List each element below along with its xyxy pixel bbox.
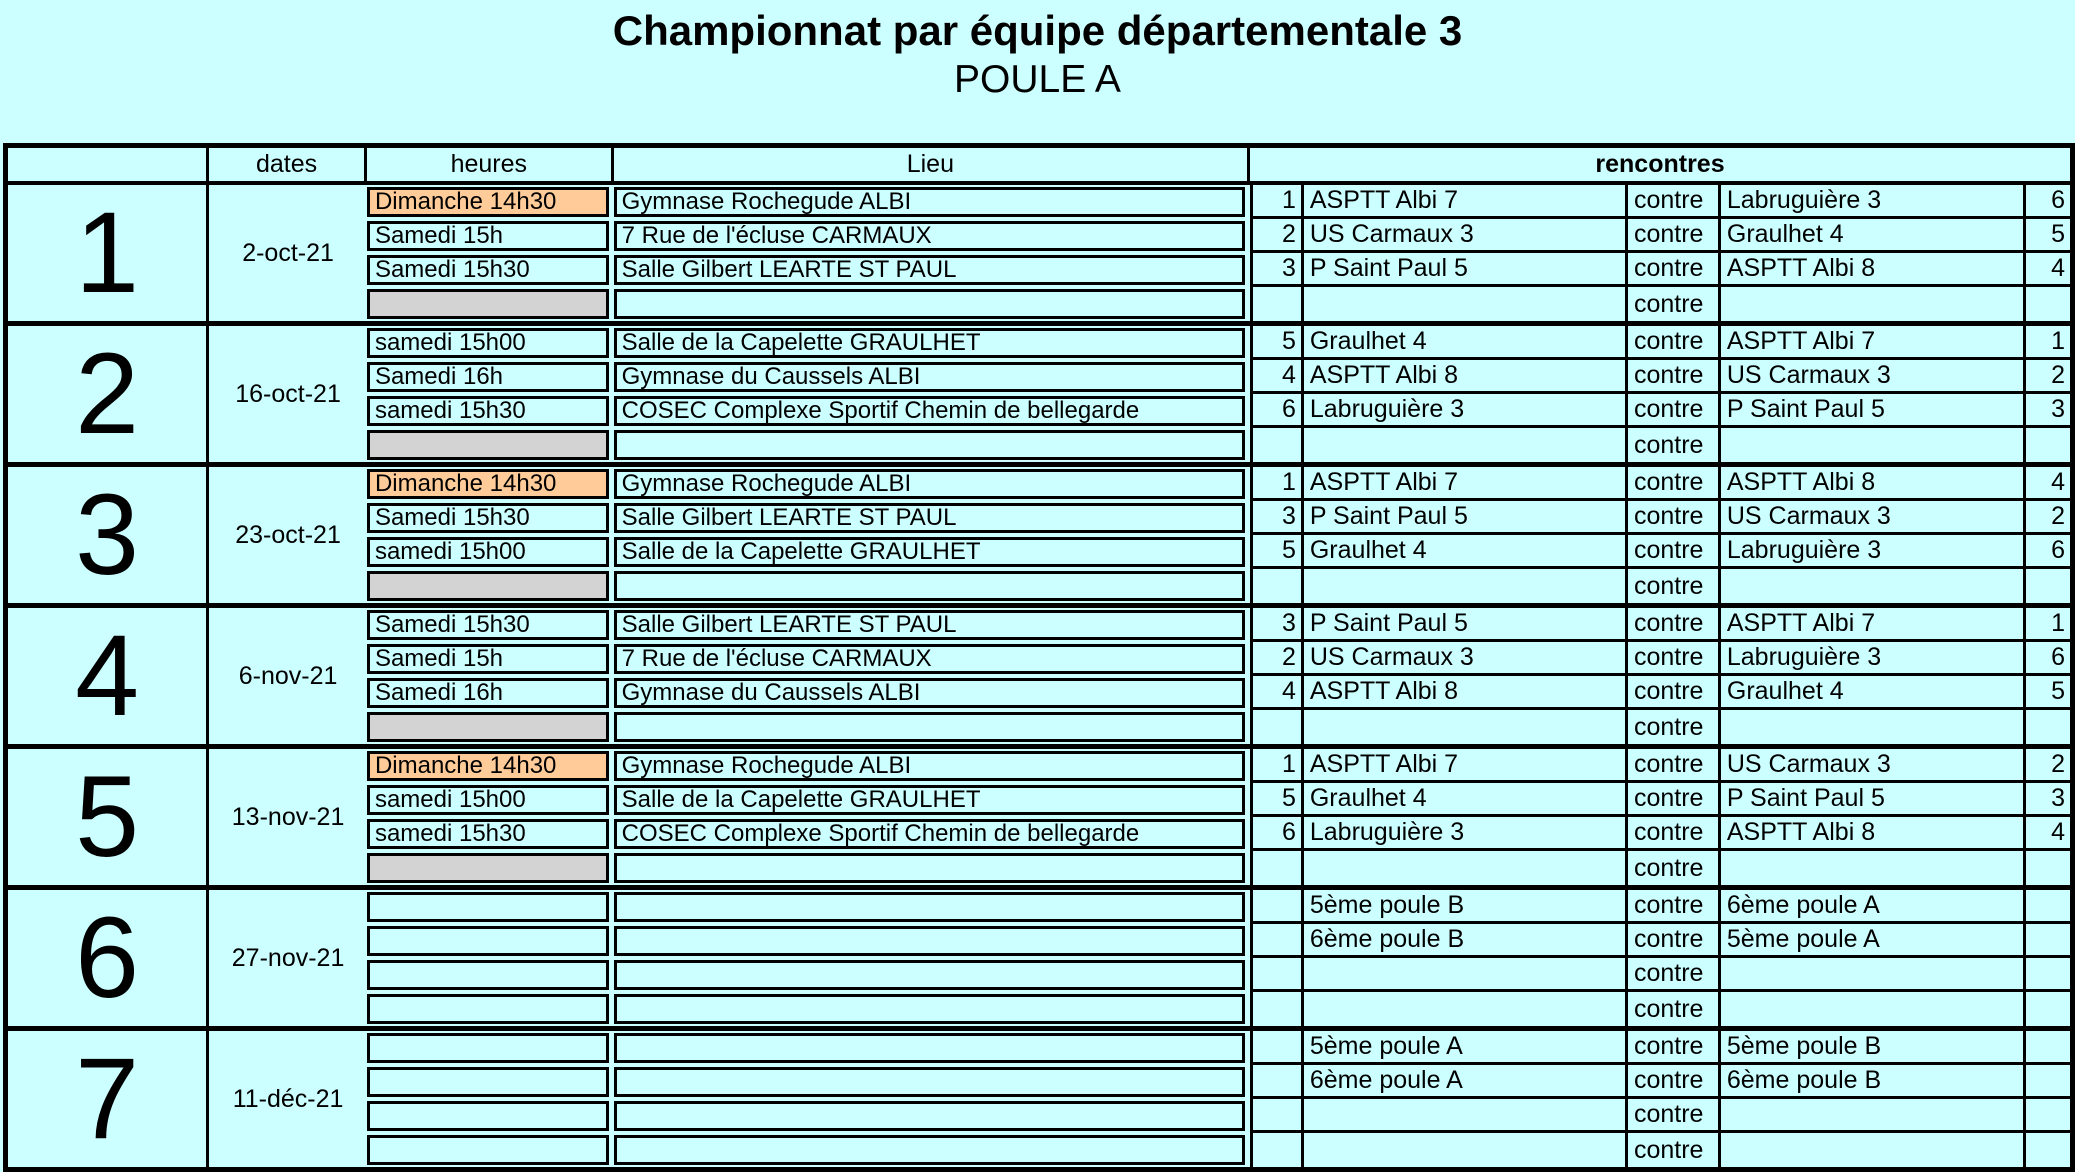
match-number-cell: 3 bbox=[1250, 501, 1304, 535]
venue-cell bbox=[614, 817, 1250, 851]
away-number-cell bbox=[2026, 992, 2070, 1031]
venue-cell bbox=[614, 394, 1250, 428]
away-team-cell bbox=[1721, 287, 2026, 326]
venue-cell bbox=[614, 1099, 1250, 1133]
away-team-cell: Labruguière 3 bbox=[1721, 642, 2026, 676]
home-team-cell: Labruguière 3 bbox=[1304, 817, 1628, 851]
time-cell-box: Samedi 16h bbox=[367, 678, 609, 708]
match-number-cell: 2 bbox=[1250, 219, 1304, 253]
venue-cell bbox=[614, 185, 1250, 219]
match-number-cell bbox=[1250, 851, 1304, 890]
venue-cell bbox=[614, 783, 1250, 817]
venue-cell bbox=[614, 326, 1250, 360]
venue-cell bbox=[614, 219, 1250, 253]
venue-cell-box bbox=[614, 712, 1245, 742]
time-cell bbox=[367, 1133, 614, 1167]
away-number-cell: 4 bbox=[2026, 817, 2070, 851]
away-team-cell bbox=[1721, 569, 2026, 608]
venue-cell bbox=[614, 253, 1250, 287]
match-number-cell: 6 bbox=[1250, 817, 1304, 851]
contre-cell: contre bbox=[1628, 394, 1721, 428]
venue-cell bbox=[614, 924, 1250, 958]
away-number-cell: 6 bbox=[2026, 535, 2070, 569]
time-cell bbox=[367, 1065, 614, 1099]
venue-cell-box: 7 Rue de l'écluse CARMAUX bbox=[614, 644, 1245, 674]
venue-cell bbox=[614, 467, 1250, 501]
round-number-cell: 2 bbox=[8, 326, 209, 467]
away-number-cell bbox=[2026, 287, 2070, 326]
venue-cell-box: Salle Gilbert LEARTE ST PAUL bbox=[614, 610, 1245, 640]
contre-cell: contre bbox=[1628, 467, 1721, 501]
match-number-cell: 1 bbox=[1250, 185, 1304, 219]
header-dates: dates bbox=[209, 148, 367, 185]
venue-cell-box: Gymnase Rochegude ALBI bbox=[614, 187, 1245, 217]
venue-cell-box bbox=[614, 1135, 1245, 1165]
away-number-cell: 6 bbox=[2026, 642, 2070, 676]
away-number-cell: 2 bbox=[2026, 749, 2070, 783]
match-number-cell: 4 bbox=[1250, 360, 1304, 394]
contre-cell: contre bbox=[1628, 958, 1721, 992]
time-cell bbox=[367, 710, 614, 749]
time-cell-box bbox=[367, 1067, 609, 1097]
venue-cell bbox=[614, 501, 1250, 535]
date-cell: 2-oct-21 bbox=[209, 185, 367, 326]
time-cell bbox=[367, 535, 614, 569]
home-team-cell: US Carmaux 3 bbox=[1304, 642, 1628, 676]
away-team-cell: P Saint Paul 5 bbox=[1721, 783, 2026, 817]
contre-cell: contre bbox=[1628, 360, 1721, 394]
date-cell: 23-oct-21 bbox=[209, 467, 367, 608]
time-cell bbox=[367, 1099, 614, 1133]
home-team-cell: P Saint Paul 5 bbox=[1304, 501, 1628, 535]
schedule-row bbox=[8, 890, 2070, 924]
away-number-cell bbox=[2026, 851, 2070, 890]
contre-cell: contre bbox=[1628, 992, 1721, 1031]
away-team-cell bbox=[1721, 1133, 2026, 1167]
time-cell bbox=[367, 253, 614, 287]
contre-cell: contre bbox=[1628, 851, 1721, 890]
away-number-cell: 1 bbox=[2026, 326, 2070, 360]
match-number-cell: 1 bbox=[1250, 467, 1304, 501]
away-team-cell: US Carmaux 3 bbox=[1721, 749, 2026, 783]
page-subtitle: POULE A bbox=[954, 58, 1121, 101]
match-number-cell bbox=[1250, 1133, 1304, 1167]
time-cell bbox=[367, 394, 614, 428]
home-team-cell bbox=[1304, 958, 1628, 992]
away-team-cell: ASPTT Albi 7 bbox=[1721, 326, 2026, 360]
venue-cell-box: Salle Gilbert LEARTE ST PAUL bbox=[614, 503, 1245, 533]
venue-cell-box: COSEC Complexe Sportif Chemin de bellegarde bbox=[614, 396, 1245, 426]
match-number-cell: 4 bbox=[1250, 676, 1304, 710]
away-team-cell: ASPTT Albi 7 bbox=[1721, 608, 2026, 642]
home-team-cell bbox=[1304, 569, 1628, 608]
schedule-row bbox=[8, 467, 2070, 501]
home-team-cell: ASPTT Albi 8 bbox=[1304, 676, 1628, 710]
home-team-cell: 6ème poule A bbox=[1304, 1065, 1628, 1099]
header-lieu: Lieu bbox=[614, 148, 1250, 185]
venue-cell bbox=[614, 1065, 1250, 1099]
time-cell bbox=[367, 608, 614, 642]
home-team-cell: Graulhet 4 bbox=[1304, 326, 1628, 360]
venue-cell-box bbox=[614, 430, 1245, 460]
time-cell bbox=[367, 569, 614, 608]
contre-cell: contre bbox=[1628, 287, 1721, 326]
away-number-cell bbox=[2026, 1133, 2070, 1167]
contre-cell: contre bbox=[1628, 817, 1721, 851]
away-number-cell: 2 bbox=[2026, 360, 2070, 394]
match-number-cell: 3 bbox=[1250, 608, 1304, 642]
home-team-cell: US Carmaux 3 bbox=[1304, 219, 1628, 253]
time-cell-box: Samedi 15h30 bbox=[367, 255, 609, 285]
away-team-cell bbox=[1721, 958, 2026, 992]
contre-cell: contre bbox=[1628, 783, 1721, 817]
venue-cell bbox=[614, 360, 1250, 394]
away-number-cell bbox=[2026, 1099, 2070, 1133]
time-cell bbox=[367, 992, 614, 1031]
away-team-cell bbox=[1721, 851, 2026, 890]
away-number-cell: 5 bbox=[2026, 219, 2070, 253]
time-cell-box: samedi 15h30 bbox=[367, 819, 609, 849]
venue-cell-box bbox=[614, 1101, 1245, 1131]
schedule-row bbox=[8, 608, 2070, 642]
away-team-cell bbox=[1721, 428, 2026, 467]
match-number-cell: 5 bbox=[1250, 326, 1304, 360]
away-team-cell: ASPTT Albi 8 bbox=[1721, 817, 2026, 851]
time-cell-box: Dimanche 14h30 bbox=[367, 751, 609, 781]
time-cell bbox=[367, 749, 614, 783]
match-number-cell bbox=[1250, 428, 1304, 467]
contre-cell: contre bbox=[1628, 749, 1721, 783]
away-team-cell: US Carmaux 3 bbox=[1721, 501, 2026, 535]
venue-cell-box bbox=[614, 1033, 1245, 1063]
home-team-cell: Graulhet 4 bbox=[1304, 535, 1628, 569]
match-number-cell: 5 bbox=[1250, 783, 1304, 817]
date-cell: 27-nov-21 bbox=[209, 890, 367, 1031]
venue-cell-box bbox=[614, 960, 1245, 990]
venue-cell bbox=[614, 676, 1250, 710]
time-cell-box bbox=[367, 926, 609, 956]
away-team-cell: 5ème poule A bbox=[1721, 924, 2026, 958]
venue-cell-box: Gymnase Rochegude ALBI bbox=[614, 469, 1245, 499]
home-team-cell bbox=[1304, 851, 1628, 890]
time-cell-box: samedi 15h00 bbox=[367, 328, 609, 358]
venue-cell bbox=[614, 608, 1250, 642]
away-number-cell bbox=[2026, 428, 2070, 467]
home-team-cell: ASPTT Albi 7 bbox=[1304, 749, 1628, 783]
date-cell: 16-oct-21 bbox=[209, 326, 367, 467]
contre-cell: contre bbox=[1628, 185, 1721, 219]
time-cell-box bbox=[367, 853, 609, 883]
match-number-cell: 1 bbox=[1250, 749, 1304, 783]
page-title: Championnat par équipe départementale 3 bbox=[612, 7, 1463, 54]
away-team-cell: Labruguière 3 bbox=[1721, 535, 2026, 569]
contre-cell: contre bbox=[1628, 428, 1721, 467]
away-number-cell bbox=[2026, 890, 2070, 924]
time-cell bbox=[367, 958, 614, 992]
time-cell bbox=[367, 1031, 614, 1065]
match-number-cell: 3 bbox=[1250, 253, 1304, 287]
time-cell bbox=[367, 360, 614, 394]
away-team-cell bbox=[1721, 1099, 2026, 1133]
match-number-cell bbox=[1250, 1031, 1304, 1065]
contre-cell: contre bbox=[1628, 1031, 1721, 1065]
home-team-cell: 6ème poule B bbox=[1304, 924, 1628, 958]
schedule-table bbox=[3, 143, 2075, 1172]
match-number-cell: 2 bbox=[1250, 642, 1304, 676]
venue-cell-box bbox=[614, 1067, 1245, 1097]
venue-cell-box bbox=[614, 853, 1245, 883]
away-team-cell: Graulhet 4 bbox=[1721, 676, 2026, 710]
away-team-cell bbox=[1721, 710, 2026, 749]
contre-cell: contre bbox=[1628, 924, 1721, 958]
contre-cell: contre bbox=[1628, 642, 1721, 676]
header-heures: heures bbox=[367, 148, 614, 185]
match-number-cell bbox=[1250, 1099, 1304, 1133]
home-team-cell: ASPTT Albi 7 bbox=[1304, 467, 1628, 501]
time-cell-box bbox=[367, 430, 609, 460]
schedule-row bbox=[8, 326, 2070, 360]
away-team-cell: 6ème poule B bbox=[1721, 1065, 2026, 1099]
home-team-cell bbox=[1304, 1133, 1628, 1167]
away-team-cell: ASPTT Albi 8 bbox=[1721, 253, 2026, 287]
match-number-cell bbox=[1250, 569, 1304, 608]
contre-cell: contre bbox=[1628, 535, 1721, 569]
away-number-cell: 2 bbox=[2026, 501, 2070, 535]
venue-cell-box: Salle de la Capelette GRAULHET bbox=[614, 537, 1245, 567]
header-rencontres: rencontres bbox=[1250, 148, 2070, 185]
home-team-cell bbox=[1304, 1099, 1628, 1133]
time-cell-box: Dimanche 14h30 bbox=[367, 187, 609, 217]
home-team-cell: 5ème poule A bbox=[1304, 1031, 1628, 1065]
venue-cell bbox=[614, 749, 1250, 783]
header-round bbox=[8, 148, 209, 185]
round-number-cell: 1 bbox=[8, 185, 209, 326]
contre-cell: contre bbox=[1628, 1133, 1721, 1167]
venue-cell bbox=[614, 890, 1250, 924]
time-cell bbox=[367, 817, 614, 851]
venue-cell bbox=[614, 428, 1250, 467]
home-team-cell bbox=[1304, 710, 1628, 749]
schedule-row bbox=[8, 185, 2070, 219]
time-cell bbox=[367, 676, 614, 710]
time-cell-box bbox=[367, 571, 609, 601]
venue-cell bbox=[614, 1031, 1250, 1065]
contre-cell: contre bbox=[1628, 710, 1721, 749]
venue-cell-box: Salle de la Capelette GRAULHET bbox=[614, 785, 1245, 815]
venue-cell bbox=[614, 642, 1250, 676]
contre-cell: contre bbox=[1628, 219, 1721, 253]
away-number-cell: 3 bbox=[2026, 783, 2070, 817]
venue-cell-box bbox=[614, 926, 1245, 956]
venue-cell-box: Gymnase Rochegude ALBI bbox=[614, 751, 1245, 781]
time-cell-box bbox=[367, 1101, 609, 1131]
home-team-cell bbox=[1304, 992, 1628, 1031]
match-number-cell bbox=[1250, 924, 1304, 958]
time-cell bbox=[367, 642, 614, 676]
venue-cell bbox=[614, 851, 1250, 890]
contre-cell: contre bbox=[1628, 676, 1721, 710]
time-cell-box bbox=[367, 994, 609, 1024]
venue-cell-box: Salle de la Capelette GRAULHET bbox=[614, 328, 1245, 358]
contre-cell: contre bbox=[1628, 326, 1721, 360]
away-number-cell: 4 bbox=[2026, 467, 2070, 501]
title-block bbox=[0, 0, 2075, 104]
away-number-cell bbox=[2026, 569, 2070, 608]
home-team-cell: P Saint Paul 5 bbox=[1304, 253, 1628, 287]
away-number-cell bbox=[2026, 710, 2070, 749]
away-team-cell: 6ème poule A bbox=[1721, 890, 2026, 924]
home-team-cell bbox=[1304, 428, 1628, 467]
round-number-cell: 5 bbox=[8, 749, 209, 890]
venue-cell bbox=[614, 992, 1250, 1031]
away-number-cell: 4 bbox=[2026, 253, 2070, 287]
venue-cell-box: Salle Gilbert LEARTE ST PAUL bbox=[614, 255, 1245, 285]
round-number-cell: 4 bbox=[8, 608, 209, 749]
match-number-cell bbox=[1250, 992, 1304, 1031]
away-number-cell: 3 bbox=[2026, 394, 2070, 428]
venue-cell-box bbox=[614, 994, 1245, 1024]
time-cell-box bbox=[367, 712, 609, 742]
round-number-cell: 7 bbox=[8, 1031, 209, 1167]
date-cell: 13-nov-21 bbox=[209, 749, 367, 890]
away-number-cell: 5 bbox=[2026, 676, 2070, 710]
venue-cell-box: COSEC Complexe Sportif Chemin de bellegarde bbox=[614, 819, 1245, 849]
header-row bbox=[8, 148, 2070, 185]
round-number-cell: 6 bbox=[8, 890, 209, 1031]
away-team-cell: ASPTT Albi 8 bbox=[1721, 467, 2026, 501]
time-cell-box: samedi 15h30 bbox=[367, 396, 609, 426]
home-team-cell: Labruguière 3 bbox=[1304, 394, 1628, 428]
home-team-cell: ASPTT Albi 8 bbox=[1304, 360, 1628, 394]
date-cell: 11-déc-21 bbox=[232, 1084, 344, 1113]
time-cell-box bbox=[367, 960, 609, 990]
home-team-cell: Graulhet 4 bbox=[1304, 783, 1628, 817]
match-number-cell: 6 bbox=[1250, 394, 1304, 428]
time-cell-box: samedi 15h00 bbox=[367, 537, 609, 567]
venue-cell-box: Gymnase du Caussels ALBI bbox=[614, 362, 1245, 392]
contre-cell: contre bbox=[1628, 890, 1721, 924]
away-number-cell bbox=[2026, 1065, 2070, 1099]
time-cell bbox=[367, 783, 614, 817]
time-cell bbox=[367, 890, 614, 924]
time-cell bbox=[367, 326, 614, 360]
away-number-cell bbox=[2026, 1031, 2070, 1065]
venue-cell-box bbox=[614, 571, 1245, 601]
schedule-row bbox=[8, 749, 2070, 783]
home-team-cell: 5ème poule B bbox=[1304, 890, 1628, 924]
time-cell-box bbox=[367, 289, 609, 319]
home-team-cell: P Saint Paul 5 bbox=[1304, 608, 1628, 642]
time-cell-box bbox=[367, 892, 609, 922]
match-number-cell bbox=[1250, 710, 1304, 749]
away-number-cell: 6 bbox=[2026, 185, 2070, 219]
time-cell bbox=[367, 428, 614, 467]
venue-cell bbox=[614, 287, 1250, 326]
away-number-cell: 1 bbox=[2026, 608, 2070, 642]
time-cell-box: Samedi 16h bbox=[367, 362, 609, 392]
contre-cell: contre bbox=[1628, 1099, 1721, 1133]
away-number-cell bbox=[2026, 958, 2070, 992]
venue-cell-box: 7 Rue de l'écluse CARMAUX bbox=[614, 221, 1245, 251]
match-number-cell bbox=[1250, 958, 1304, 992]
venue-cell bbox=[614, 569, 1250, 608]
venue-cell-box bbox=[614, 289, 1245, 319]
time-cell bbox=[367, 924, 614, 958]
contre-cell: contre bbox=[1628, 253, 1721, 287]
contre-cell: contre bbox=[1628, 608, 1721, 642]
venue-cell bbox=[614, 535, 1250, 569]
time-cell-box: Samedi 15h bbox=[367, 221, 609, 251]
away-team-cell bbox=[1721, 992, 2026, 1031]
away-team-cell: Labruguière 3 bbox=[1721, 185, 2026, 219]
time-cell-box: Dimanche 14h30 bbox=[367, 469, 609, 499]
time-cell bbox=[367, 501, 614, 535]
away-team-cell: Graulhet 4 bbox=[1721, 219, 2026, 253]
match-number-cell: 5 bbox=[1250, 535, 1304, 569]
time-cell bbox=[367, 851, 614, 890]
time-cell bbox=[367, 185, 614, 219]
venue-cell bbox=[614, 710, 1250, 749]
contre-cell: contre bbox=[1628, 569, 1721, 608]
venue-cell bbox=[614, 1133, 1250, 1167]
time-cell-box: Samedi 15h bbox=[367, 644, 609, 674]
time-cell-box: Samedi 15h30 bbox=[367, 503, 609, 533]
time-cell bbox=[367, 219, 614, 253]
venue-cell-box bbox=[614, 892, 1245, 922]
match-number-cell bbox=[1250, 1065, 1304, 1099]
home-team-cell: ASPTT Albi 7 bbox=[1304, 185, 1628, 219]
schedule-row bbox=[8, 1031, 2070, 1065]
match-number-cell bbox=[1250, 287, 1304, 326]
date-cell: 6-nov-21 bbox=[209, 608, 367, 749]
away-number-cell bbox=[2026, 924, 2070, 958]
home-team-cell bbox=[1304, 287, 1628, 326]
time-cell-box: Samedi 15h30 bbox=[367, 610, 609, 640]
time-cell bbox=[367, 467, 614, 501]
time-cell-box bbox=[367, 1033, 609, 1063]
venue-cell-box: Gymnase du Caussels ALBI bbox=[614, 678, 1245, 708]
contre-cell: contre bbox=[1628, 1065, 1721, 1099]
away-team-cell: 5ème poule B bbox=[1721, 1031, 2026, 1065]
away-team-cell: P Saint Paul 5 bbox=[1721, 394, 2026, 428]
time-cell-box: samedi 15h00 bbox=[367, 785, 609, 815]
round-number-cell: 3 bbox=[8, 467, 209, 608]
time-cell bbox=[367, 287, 614, 326]
contre-cell: contre bbox=[1628, 501, 1721, 535]
time-cell-box bbox=[367, 1135, 609, 1165]
away-team-cell: US Carmaux 3 bbox=[1721, 360, 2026, 394]
venue-cell bbox=[614, 958, 1250, 992]
match-number-cell bbox=[1250, 890, 1304, 924]
